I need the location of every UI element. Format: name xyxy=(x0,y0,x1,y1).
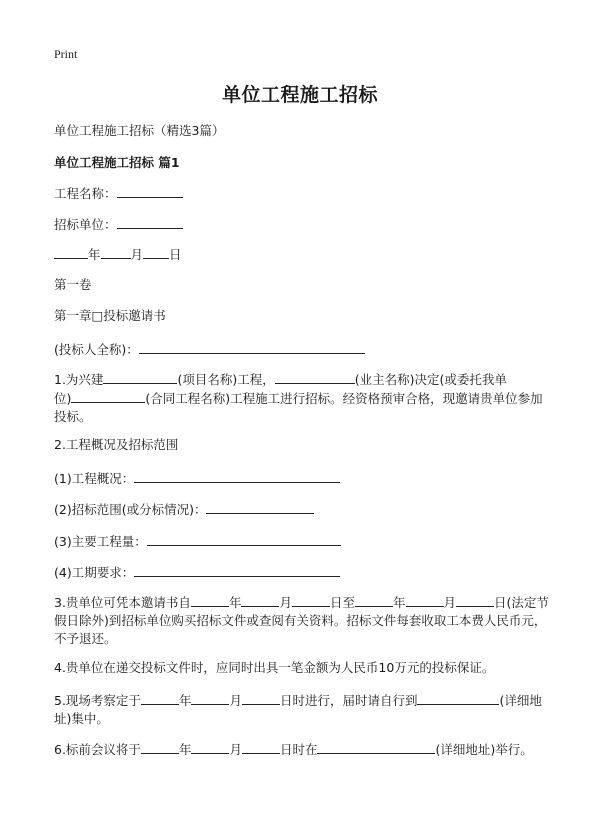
day-blank xyxy=(143,245,169,259)
item-1-paragraph xyxy=(54,370,550,426)
item-2-4-field xyxy=(54,563,340,581)
item-1-text-a: 1.为兴建 xyxy=(54,372,104,387)
item-3-year2-blank xyxy=(355,593,393,607)
item-5-year-blank xyxy=(141,691,179,705)
item-3-year-blank xyxy=(191,593,229,607)
item-5-paragraph xyxy=(54,691,550,728)
item-5-month: 月 xyxy=(229,693,242,708)
year-label: 年 xyxy=(88,247,101,262)
item-3-text-a: 3.贵单位可凭本邀请书自 xyxy=(54,595,191,610)
item-5-text-c: (详细地址)集中。 xyxy=(54,693,542,726)
date-line xyxy=(54,245,182,263)
item-2-4-label: (4)工期要求： xyxy=(54,565,135,580)
item-6-address-blank xyxy=(317,740,435,754)
owner-name-blank xyxy=(275,370,355,384)
item-2-1-label: (1)工程概况： xyxy=(54,471,135,486)
item-3-month2-blank xyxy=(406,593,444,607)
item-3-year2: 年 xyxy=(392,595,406,610)
item-6-month: 月 xyxy=(229,742,242,757)
item-2-4-blank xyxy=(134,563,340,577)
item-2-heading: 2.工程概况及招标范围 xyxy=(54,437,179,452)
item-6-paragraph xyxy=(54,740,550,759)
project-name-label: 工程名称： xyxy=(54,186,117,201)
item-6-year: 年 xyxy=(178,742,192,757)
item-3-month-blank xyxy=(241,593,279,607)
item-6-text-c: (详细地址)举行。 xyxy=(435,742,533,757)
document-subtitle: 单位工程施工招标（精选3篇） xyxy=(54,123,225,138)
item-2-2-label: (2)招标范围(或分标情况)： xyxy=(54,502,207,517)
item-2-3-blank xyxy=(147,532,341,546)
item-2-3-field xyxy=(54,532,341,550)
item-2-1-blank xyxy=(134,469,340,483)
item-5-month-blank xyxy=(191,691,229,705)
item-1-text-c: (业主名称)决定(或委托我单 xyxy=(354,372,507,387)
item-1-text-e: (合同工程名称)工程施工进行招标。经资格预审合格，现邀请贵单位参加投标。 xyxy=(54,391,543,424)
item-5-year: 年 xyxy=(178,693,192,708)
item-3-day-blank xyxy=(292,593,330,607)
item-4-paragraph: 4.贵单位在递交投标文件时，应同时出具一笔金额为人民币10万元的投标保证。 xyxy=(54,660,495,675)
day-label: 日 xyxy=(169,247,182,262)
item-6-text-a: 6.标前会议将于 xyxy=(54,742,141,757)
item-3-day-to: 日至 xyxy=(329,595,355,610)
item-6-day-blank xyxy=(242,740,280,754)
item-1-text-d: 位) xyxy=(54,391,72,406)
project-name-inline-blank xyxy=(103,370,177,384)
item-2-2-blank xyxy=(206,500,314,514)
tender-unit-field xyxy=(54,215,183,233)
item-6-month-blank xyxy=(191,740,229,754)
item-2-3-label: (3)主要工程量： xyxy=(54,534,147,549)
item-3-day2-blank xyxy=(456,593,494,607)
item-2-1-field xyxy=(54,469,340,487)
item-5-text-a: 5.现场考察定于 xyxy=(54,693,141,708)
item-5-address-blank xyxy=(417,691,499,705)
page-title: 单位工程施工招标 xyxy=(221,84,378,106)
tender-unit-blank xyxy=(117,215,183,229)
tender-unit-label: 招标单位： xyxy=(54,217,117,232)
project-name-field xyxy=(54,184,183,202)
item-1-text-b: (项目名称)工程， xyxy=(177,372,275,387)
item-3-month2: 月 xyxy=(443,595,457,610)
section-heading: 单位工程施工招标 篇1 xyxy=(54,155,180,170)
chapter-heading: 第一章□投标邀请书 xyxy=(54,308,166,323)
print-link[interactable]: Print xyxy=(54,47,78,61)
contract-name-blank xyxy=(71,389,145,403)
item-2-2-field xyxy=(54,500,314,518)
item-5-text-b: 日时进行，届时请自行到 xyxy=(279,693,418,708)
project-name-blank xyxy=(117,184,183,198)
bidder-label: (投标人全称)： xyxy=(54,342,139,357)
year-blank xyxy=(54,245,88,259)
item-3-month: 月 xyxy=(279,595,292,610)
bidder-field xyxy=(54,340,365,358)
item-5-day-blank xyxy=(242,691,280,705)
item-6-text-b: 日时在 xyxy=(279,742,318,757)
bidder-blank xyxy=(139,340,365,354)
item-3-paragraph xyxy=(54,593,550,648)
item-6-year-blank xyxy=(141,740,179,754)
item-3-text-b: 日(法定节假日除外)到招标单位购买招标文件或查阅有关资料。招标文件每套收取工本费人民币元，不予退还。 xyxy=(54,595,549,646)
item-3-year: 年 xyxy=(228,595,242,610)
month-label: 月 xyxy=(130,247,144,262)
month-blank xyxy=(101,245,131,259)
volume-heading: 第一卷 xyxy=(54,277,92,292)
